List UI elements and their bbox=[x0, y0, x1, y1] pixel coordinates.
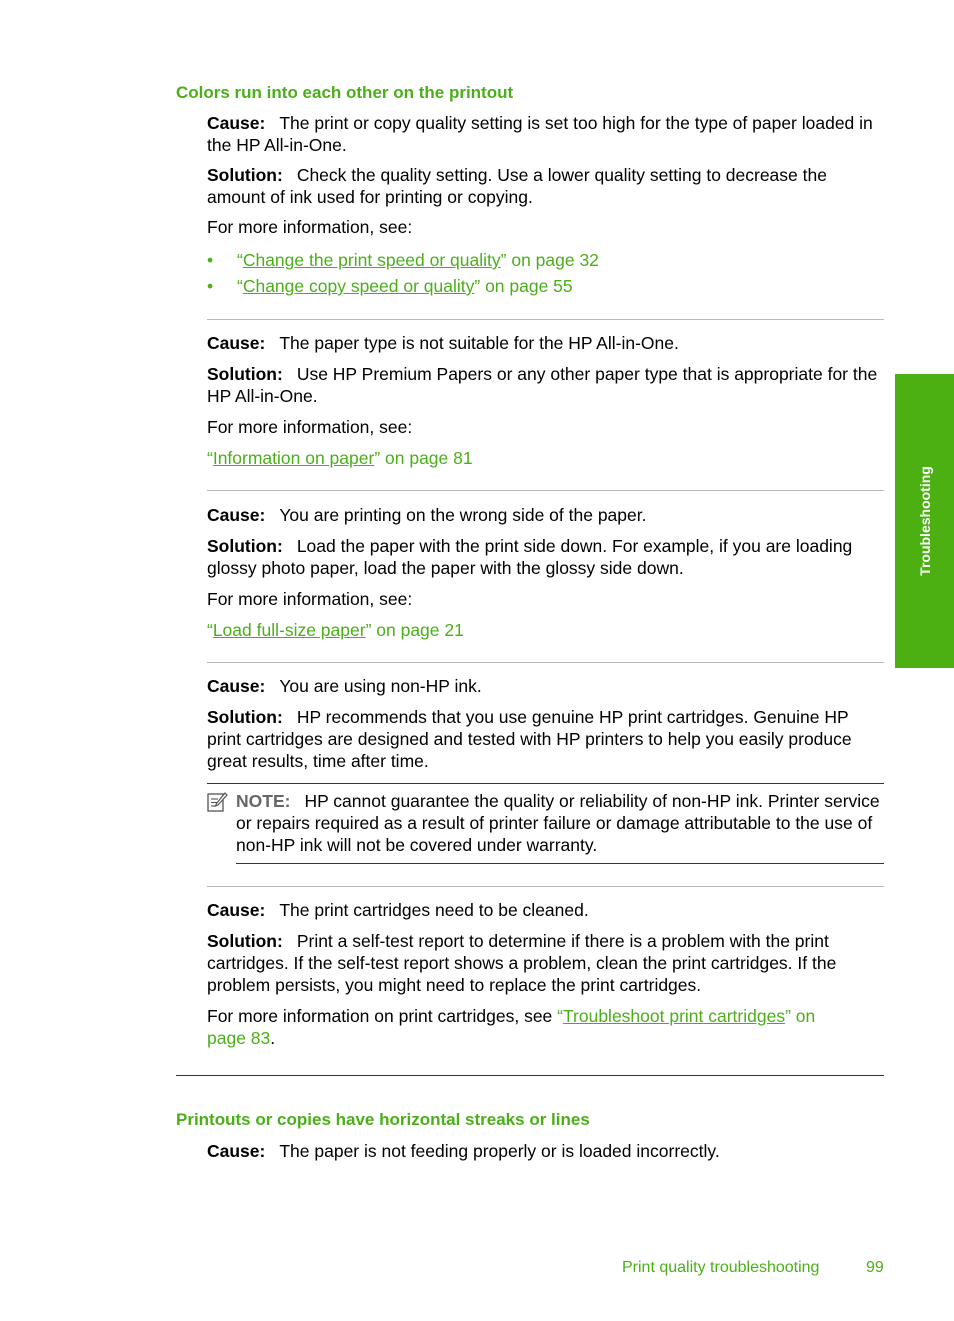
cause-text: The print cartridges need to be cleaned. bbox=[279, 900, 589, 920]
cause-paragraph bbox=[207, 332, 884, 354]
chapter-side-tab bbox=[895, 374, 954, 668]
divider bbox=[207, 662, 884, 663]
solution-text: Load the paper with the print side down. For example, if you are loading glossy photo paper, load the paper with the glossy side down. bbox=[207, 536, 853, 578]
solution-paragraph bbox=[207, 535, 884, 579]
solution-label: Solution: bbox=[207, 364, 283, 384]
cause-label: Cause: bbox=[207, 1141, 266, 1161]
note-pad-icon bbox=[205, 790, 229, 814]
footer-section-title: Print quality troubleshooting bbox=[622, 1259, 820, 1276]
cause-paragraph bbox=[207, 1140, 884, 1162]
cause-label: Cause: bbox=[207, 676, 266, 696]
link-line: “Change the print speed or quality” on page 32 bbox=[237, 250, 599, 270]
solution-text: Use HP Premium Papers or any other paper type that is appropriate for the HP All-in-One. bbox=[207, 364, 878, 406]
footer-page-number: 99 bbox=[866, 1259, 884, 1276]
cause-paragraph bbox=[207, 112, 884, 156]
cause-paragraph bbox=[207, 504, 884, 526]
cause-solution-block-2 bbox=[207, 332, 884, 469]
section-heading-horizontal-streaks: Printouts or copies have horizontal streaks or lines bbox=[176, 1110, 590, 1129]
cause-label: Cause: bbox=[207, 333, 266, 353]
cause-text: You are printing on the wrong side of the paper. bbox=[279, 505, 647, 525]
solution-text: Print a self-test report to determine if there is a problem with the print cartridges. If the self-test report shows a problem, clean the print cartridges. If the problem persists, you might need to replace the print cartridges. bbox=[207, 931, 837, 995]
bullet: • bbox=[207, 250, 214, 270]
cause-label: Cause: bbox=[207, 113, 266, 133]
link-change-print-speed[interactable]: Change the print speed or quality bbox=[242, 250, 501, 270]
solution-label: Solution: bbox=[207, 165, 283, 185]
cause-paragraph bbox=[207, 899, 884, 921]
link-line: “Information on paper” on page 81 bbox=[207, 448, 473, 468]
cause-label: Cause: bbox=[207, 505, 266, 525]
more-info-text: For more information on print cartridges, see bbox=[207, 1006, 558, 1026]
page-ref: on page 32 bbox=[506, 250, 599, 270]
section-divider bbox=[176, 1075, 884, 1076]
cause-text: You are using non-HP ink. bbox=[279, 676, 482, 696]
solution-paragraph bbox=[207, 363, 884, 407]
chapter-side-tab-label: Troubleshooting bbox=[916, 466, 933, 576]
divider bbox=[207, 886, 884, 887]
page-ref: on page 81 bbox=[380, 448, 473, 468]
solution-label: Solution: bbox=[207, 536, 283, 556]
note-bottom-rule bbox=[236, 863, 884, 864]
more-info-text: For more information, see: bbox=[207, 589, 413, 609]
link-load-full-size-paper[interactable]: Load full-size paper bbox=[212, 620, 366, 640]
link-line: “Change copy speed or quality” on page 55 bbox=[237, 276, 573, 296]
note-top-rule bbox=[207, 783, 884, 784]
cause-text: The paper is not feeding properly or is loaded incorrectly. bbox=[279, 1141, 720, 1161]
link-troubleshoot-print-cartridges[interactable]: Troubleshoot print cartridges bbox=[562, 1006, 786, 1026]
solution-paragraph bbox=[207, 706, 884, 772]
note-paragraph bbox=[236, 790, 884, 856]
page-ref: on page 21 bbox=[371, 620, 464, 640]
cause-solution-block-4 bbox=[207, 675, 884, 772]
section-heading-colors-run: Colors run into each other on the printout bbox=[176, 83, 514, 102]
note-label: NOTE: bbox=[236, 791, 291, 811]
divider bbox=[207, 319, 884, 320]
more-info-text: For more information, see: bbox=[207, 217, 413, 237]
cause-text: The print or copy quality setting is set too high for the type of paper loaded in the HP All-in-One. bbox=[207, 113, 873, 155]
solution-paragraph bbox=[207, 164, 884, 208]
link-line: “Load full-size paper” on page 21 bbox=[207, 620, 464, 640]
cause-label: Cause: bbox=[207, 900, 266, 920]
page-ref: on page 55 bbox=[480, 276, 573, 296]
solution-text: Check the quality setting. Use a lower quality setting to decrease the amount of ink used for printing or copying. bbox=[207, 165, 827, 207]
cause-paragraph bbox=[207, 675, 884, 697]
note-text: HP cannot guarantee the quality or reliability of non-HP ink. Printer service or repairs required as a result of printer failure or damage attributable to the use of non-HP ink will not be covered under warranty. bbox=[236, 791, 880, 855]
solution-label: Solution: bbox=[207, 931, 283, 951]
solution-label: Solution: bbox=[207, 707, 283, 727]
cause-solution-block-3 bbox=[207, 504, 884, 641]
cause-block-streaks bbox=[207, 1140, 884, 1162]
cause-solution-block-1 bbox=[207, 112, 884, 238]
solution-paragraph bbox=[207, 930, 884, 996]
cause-solution-block-5 bbox=[207, 899, 884, 1049]
bullet: • bbox=[207, 276, 214, 296]
page-ref: on page 83 bbox=[207, 1006, 816, 1048]
cause-text: The paper type is not suitable for the HP All-in-One. bbox=[279, 333, 679, 353]
divider bbox=[207, 490, 884, 491]
more-info-paragraph: For more information on print cartridges, see “Troubleshoot print cartridges” on page 83. bbox=[207, 1006, 816, 1048]
more-info-text: For more information, see: bbox=[207, 417, 413, 437]
link-information-on-paper[interactable]: Information on paper bbox=[212, 448, 375, 468]
link-change-copy-speed[interactable]: Change copy speed or quality bbox=[242, 276, 475, 296]
solution-text: HP recommends that you use genuine HP print cartridges. Genuine HP print cartridges are designed and tested with HP printers to help you easily produce great results, time after time. bbox=[207, 707, 852, 771]
